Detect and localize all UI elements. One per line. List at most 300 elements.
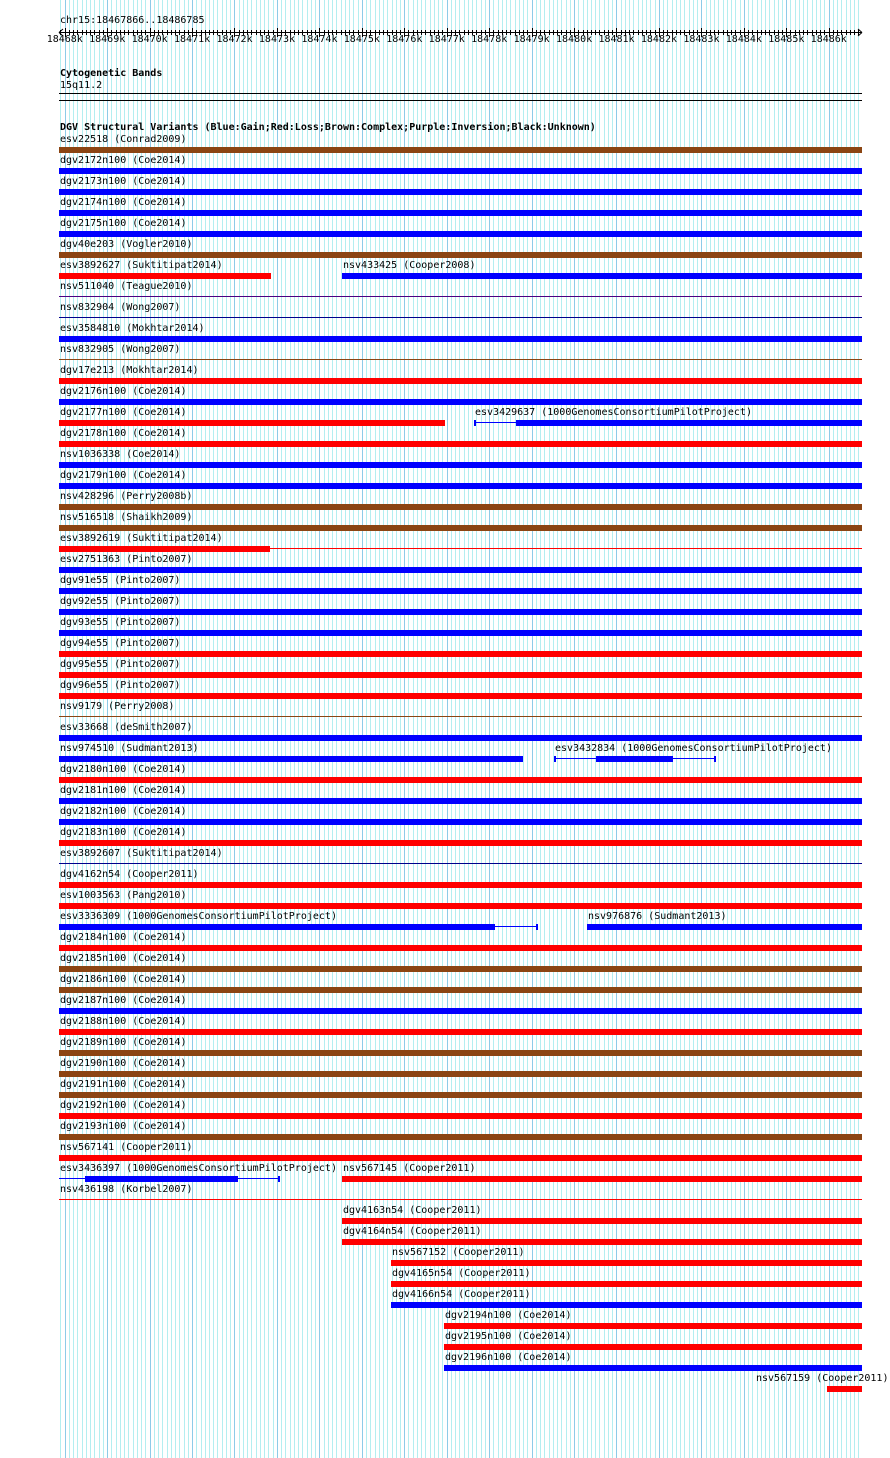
variant-label[interactable] [445, 1310, 571, 1321]
variant-id[interactable]: dgv95e55 [60, 659, 109, 670]
variant-id[interactable]: nsv974510 [60, 743, 115, 754]
variant-label[interactable] [756, 1373, 888, 1384]
variant-label[interactable] [60, 869, 199, 880]
cytoband-label[interactable]: 15q11.2 [60, 80, 103, 91]
variant-id[interactable]: nsv436198 [60, 1184, 115, 1195]
paren: ( [126, 1058, 139, 1069]
variant-label[interactable] [60, 953, 186, 964]
variant-bar[interactable] [59, 483, 862, 489]
variant-line[interactable] [59, 716, 862, 717]
paren: ( [535, 407, 548, 418]
paren: ( [615, 743, 628, 754]
paren: ) [180, 827, 187, 838]
paren: ) [186, 281, 193, 292]
variant-bar[interactable] [59, 1071, 862, 1077]
variant-source: Vogler2010 [126, 239, 187, 250]
paren: ) [174, 638, 181, 649]
paren: ) [524, 1268, 531, 1279]
variant-line[interactable] [59, 317, 862, 318]
paren: ( [452, 1289, 465, 1300]
variant-id[interactable]: esv1003563 [60, 890, 121, 901]
paren: ) [180, 953, 187, 964]
variant-source: Mokhtar2014 [132, 323, 199, 334]
variant-bar[interactable] [59, 672, 862, 678]
variant-id[interactable]: esv3892607 [60, 848, 121, 859]
ruler-tick-label: 18470k [131, 34, 168, 45]
ruler-tick-label: 18481k [598, 34, 635, 45]
variant-label[interactable] [60, 680, 180, 691]
paren: ) [180, 218, 187, 229]
variant-id[interactable]: dgv92e55 [60, 596, 109, 607]
variant-id[interactable]: nsv433425 [343, 260, 398, 271]
variant-id[interactable]: dgv17e213 [60, 365, 115, 376]
variant-bar[interactable] [59, 273, 271, 279]
variant-id[interactable]: nsv511040 [60, 281, 115, 292]
paren: ) [180, 932, 187, 943]
paren: ( [108, 680, 121, 691]
variant-source: Coe2014 [138, 932, 181, 943]
variant-label[interactable] [60, 596, 180, 607]
variant-id[interactable]: dgv2192n100 [60, 1100, 127, 1111]
paren: ) [174, 449, 181, 460]
variant-id[interactable]: esv3336309 [60, 911, 121, 922]
variant-bar[interactable] [59, 210, 862, 216]
variant-source: Coe2014 [523, 1352, 566, 1363]
variant-id[interactable]: dgv2195n100 [445, 1331, 512, 1342]
variant-id[interactable]: nsv567152 [392, 1247, 447, 1258]
variant-row [0, 1310, 890, 1331]
variant-bar[interactable] [516, 420, 862, 426]
paren: ) [524, 1289, 531, 1300]
variant-bar[interactable] [59, 252, 862, 258]
paren: ) [216, 260, 223, 271]
variant-label[interactable] [60, 134, 186, 145]
paren: ( [452, 1268, 465, 1279]
paren: ) [186, 239, 193, 250]
variant-bar[interactable] [59, 231, 862, 237]
variant-id[interactable]: esv3436397 [60, 1163, 121, 1174]
variant-label[interactable] [392, 1247, 524, 1258]
variant-bar[interactable] [59, 168, 862, 174]
variant-id[interactable]: dgv2187n100 [60, 995, 127, 1006]
variant-bar[interactable] [444, 1323, 862, 1329]
variant-label[interactable] [343, 1226, 482, 1237]
variant-id[interactable]: dgv2177n100 [60, 407, 127, 418]
paren: ( [126, 407, 139, 418]
variant-source: Teague2010 [126, 281, 187, 292]
variant-label[interactable] [60, 428, 186, 439]
variant-bar[interactable] [59, 399, 862, 405]
variant-label[interactable] [343, 1163, 475, 1174]
variant-line[interactable] [59, 359, 862, 360]
variant-bar[interactable] [59, 798, 862, 804]
paren: ( [120, 533, 133, 544]
variant-id[interactable]: nsv1036338 [60, 449, 121, 460]
variant-bar[interactable] [59, 378, 862, 384]
paren: ( [403, 1205, 416, 1216]
variant-end-cap[interactable] [278, 1176, 280, 1182]
variant-id[interactable]: esv3892627 [60, 260, 121, 271]
variant-label[interactable] [60, 932, 186, 943]
variant-bar[interactable] [59, 903, 862, 909]
paren: ( [108, 575, 121, 586]
variant-label[interactable] [60, 743, 199, 754]
variant-source: Wong2007 [126, 302, 175, 313]
variant-id[interactable]: esv22518 [60, 134, 109, 145]
variant-bar[interactable] [342, 273, 862, 279]
paren: ( [126, 470, 139, 481]
variant-id[interactable]: nsv567145 [343, 1163, 398, 1174]
variant-bar[interactable] [59, 1050, 862, 1056]
variant-id[interactable]: esv2751363 [60, 554, 121, 565]
variant-id[interactable]: dgv91e55 [60, 575, 109, 586]
variant-source: Coe2014 [138, 1121, 181, 1132]
variant-id[interactable]: nsv832905 [60, 344, 115, 355]
variant-label[interactable] [60, 1079, 186, 1090]
variant-id[interactable]: dgv2182n100 [60, 806, 127, 817]
variant-row [0, 554, 890, 575]
ruler-tick-label: 18482k [640, 34, 678, 45]
variant-id[interactable]: esv3584810 [60, 323, 121, 334]
paren: ( [126, 1100, 139, 1111]
variant-bar[interactable] [587, 924, 862, 930]
variant-id[interactable]: nsv9179 [60, 701, 103, 712]
variant-row [0, 659, 890, 680]
variant-id[interactable]: dgv2191n100 [60, 1079, 127, 1090]
variant-id[interactable]: dgv4166n54 [392, 1289, 453, 1300]
variant-bar[interactable] [59, 147, 862, 153]
variant-id[interactable]: dgv4165n54 [392, 1268, 453, 1279]
ruler-tick-label: 18486k [810, 34, 847, 45]
variant-source: Suktitipat2014 [132, 260, 217, 271]
paren: ( [108, 134, 121, 145]
variant-bar[interactable] [59, 1092, 862, 1098]
variant-id[interactable]: dgv2181n100 [60, 785, 127, 796]
variant-id[interactable]: dgv2196n100 [445, 1352, 512, 1363]
paren: ) [180, 764, 187, 775]
variant-bar[interactable] [59, 588, 862, 594]
variant-label[interactable] [60, 1037, 186, 1048]
paren: ) [565, 1310, 572, 1321]
paren: ( [120, 554, 133, 565]
variant-label[interactable] [60, 722, 192, 733]
variant-bar[interactable] [59, 1008, 862, 1014]
variant-label[interactable] [60, 638, 180, 649]
variant-bar[interactable] [596, 756, 673, 762]
variant-bar[interactable] [59, 819, 862, 825]
variant-label[interactable] [60, 260, 223, 271]
variant-source: Conrad2009 [120, 134, 181, 145]
variant-bar[interactable] [59, 525, 862, 531]
paren: ( [120, 848, 133, 859]
variant-bar[interactable] [59, 693, 862, 699]
variant-id[interactable]: dgv2173n100 [60, 176, 127, 187]
paren: ) [174, 344, 181, 355]
variant-row [0, 1205, 890, 1226]
variant-label[interactable] [60, 302, 180, 313]
variant-label[interactable] [60, 785, 186, 796]
variant-label[interactable] [60, 218, 186, 229]
variant-id[interactable]: dgv2184n100 [60, 932, 127, 943]
dgv-track-title: DGV Structural Variants (Blue:Gain;Red:Loss;Brown:Complex;Purple:Inversion;Black:Unknown) [60, 122, 596, 133]
variant-bar[interactable] [444, 1365, 862, 1371]
variant-bar[interactable] [59, 420, 445, 426]
variant-label[interactable] [60, 1142, 192, 1153]
paren: ) [192, 743, 199, 754]
variant-label[interactable] [60, 806, 186, 817]
variant-label[interactable] [475, 407, 752, 418]
variant-label[interactable] [392, 1268, 531, 1279]
variant-id[interactable]: nsv832904 [60, 302, 115, 313]
paren: ) [180, 1100, 187, 1111]
variant-id[interactable]: dgv2185n100 [60, 953, 127, 964]
variant-label[interactable] [60, 827, 186, 838]
variant-source: Coe2014 [138, 197, 181, 208]
variant-label[interactable] [60, 1100, 186, 1111]
variant-id[interactable]: dgv2183n100 [60, 827, 127, 838]
variant-label[interactable] [60, 848, 223, 859]
variant-id[interactable]: esv3429637 [475, 407, 536, 418]
variant-label[interactable] [60, 491, 192, 502]
variant-bar[interactable] [391, 1281, 862, 1287]
variant-label[interactable] [60, 512, 192, 523]
variant-id[interactable]: dgv4163n54 [343, 1205, 404, 1216]
variant-bar[interactable] [59, 189, 862, 195]
variant-row [0, 218, 890, 239]
variant-row [0, 1142, 890, 1163]
variant-label[interactable] [60, 155, 186, 166]
variant-label[interactable] [60, 449, 180, 460]
variant-id[interactable]: dgv2190n100 [60, 1058, 127, 1069]
variant-bar[interactable] [59, 756, 523, 762]
variant-id[interactable]: nsv976876 [588, 911, 643, 922]
variant-end-cap[interactable] [474, 420, 476, 426]
paren: ) [180, 995, 187, 1006]
paren: ) [720, 911, 727, 922]
variant-label[interactable] [60, 1184, 192, 1195]
variant-source: Coe2014 [138, 386, 181, 397]
variant-source: Coe2014 [138, 974, 181, 985]
variant-id[interactable]: nsv428296 [60, 491, 115, 502]
variant-line[interactable] [59, 863, 862, 864]
variant-source: Coe2014 [138, 428, 181, 439]
variant-id[interactable]: nsv567159 [756, 1373, 811, 1384]
paren: ) [475, 1205, 482, 1216]
variant-bar[interactable] [59, 1029, 862, 1035]
paren: ( [511, 1310, 524, 1321]
variant-label[interactable] [60, 197, 186, 208]
paren: ( [120, 869, 133, 880]
variant-id[interactable]: dgv93e55 [60, 617, 109, 628]
paren: ) [180, 155, 187, 166]
paren: ) [180, 386, 187, 397]
variant-bar[interactable] [59, 1134, 862, 1140]
variant-row [0, 848, 890, 869]
variant-bar[interactable] [59, 504, 862, 510]
paren: ( [114, 1142, 127, 1153]
variant-id[interactable]: dgv40e203 [60, 239, 115, 250]
variant-bar[interactable] [59, 987, 862, 993]
variant-label[interactable] [60, 176, 186, 187]
variant-id[interactable]: dgv4164n54 [343, 1226, 404, 1237]
variant-id[interactable]: dgv2176n100 [60, 386, 127, 397]
variant-source: Shaikh2009 [126, 512, 187, 523]
variant-label[interactable] [60, 407, 186, 418]
variant-bar[interactable] [59, 567, 862, 573]
cytoband-track-title: Cytogenetic Bands [60, 68, 163, 79]
variant-label[interactable] [60, 617, 180, 628]
variant-id[interactable]: dgv2179n100 [60, 470, 127, 481]
variant-bar[interactable] [59, 336, 862, 342]
variant-label[interactable] [445, 1331, 571, 1342]
variant-label[interactable] [343, 260, 475, 271]
variant-end-cap[interactable] [554, 756, 556, 762]
variant-row [0, 974, 890, 995]
variant-bar[interactable] [85, 1176, 238, 1182]
variant-label[interactable] [60, 974, 186, 985]
variant-label[interactable] [60, 764, 186, 775]
paren: ( [120, 911, 133, 922]
variant-label[interactable] [60, 890, 186, 901]
variant-id[interactable]: dgv2189n100 [60, 1037, 127, 1048]
variant-id[interactable]: dgv2193n100 [60, 1121, 127, 1132]
variant-bar[interactable] [59, 630, 862, 636]
variant-bar[interactable] [59, 546, 270, 552]
variant-label[interactable] [343, 1205, 482, 1216]
variant-label[interactable] [392, 1289, 531, 1300]
variant-bar[interactable] [59, 945, 862, 951]
variant-bar[interactable] [827, 1386, 862, 1392]
variant-id[interactable]: dgv94e55 [60, 638, 109, 649]
paren: ( [114, 365, 127, 376]
variant-line[interactable] [59, 296, 862, 297]
variant-id[interactable]: dgv4162n54 [60, 869, 121, 880]
variant-bar[interactable] [342, 1218, 862, 1224]
variant-end-cap[interactable] [714, 756, 716, 762]
variant-bar[interactable] [391, 1260, 862, 1266]
variant-label[interactable] [60, 344, 180, 355]
variant-row [0, 722, 890, 743]
paren: ( [126, 953, 139, 964]
variant-bar[interactable] [342, 1239, 862, 1245]
variant-label[interactable] [60, 1016, 186, 1027]
variant-bar[interactable] [391, 1302, 862, 1308]
paren: ) [518, 1247, 525, 1258]
paren: ) [180, 197, 187, 208]
variant-source: deSmith2007 [120, 722, 187, 733]
paren: ( [403, 1226, 416, 1237]
variant-row [0, 239, 890, 260]
paren: ) [180, 1058, 187, 1069]
variant-label[interactable] [445, 1352, 571, 1363]
variant-source: Cooper2011 [464, 1289, 525, 1300]
variant-bar[interactable] [342, 1176, 862, 1182]
variant-id[interactable]: nsv516518 [60, 512, 115, 523]
variant-id[interactable]: dgv2194n100 [445, 1310, 512, 1321]
variant-id[interactable]: dgv2172n100 [60, 155, 127, 166]
variant-source: Pinto2007 [120, 680, 175, 691]
variant-line[interactable] [59, 1199, 862, 1200]
variant-label[interactable] [60, 239, 192, 250]
variant-label[interactable] [60, 386, 186, 397]
variant-label[interactable] [60, 995, 186, 1006]
variant-bar[interactable] [59, 966, 862, 972]
paren: ) [565, 1331, 572, 1342]
variant-bar[interactable] [59, 1155, 862, 1161]
paren: ) [565, 1352, 572, 1363]
variant-label[interactable] [60, 281, 192, 292]
variant-bar[interactable] [59, 651, 862, 657]
variant-label[interactable] [60, 701, 174, 712]
variant-row [0, 470, 890, 491]
variant-label[interactable] [60, 1121, 186, 1132]
variant-row [0, 365, 890, 386]
variant-bar[interactable] [59, 1113, 862, 1119]
paren: ( [114, 743, 127, 754]
variant-id[interactable]: nsv567141 [60, 1142, 115, 1153]
variant-label[interactable] [60, 1058, 186, 1069]
variant-bar[interactable] [59, 609, 862, 615]
variant-row [0, 533, 890, 554]
variant-label[interactable] [588, 911, 727, 922]
variant-label[interactable] [60, 659, 180, 670]
variant-row [0, 743, 890, 764]
paren: ) [186, 512, 193, 523]
variant-source: Cooper2011 [458, 1247, 519, 1258]
variant-id[interactable]: dgv2188n100 [60, 1016, 127, 1027]
variant-label[interactable] [555, 743, 832, 754]
variant-label[interactable] [60, 554, 192, 565]
variant-bar[interactable] [59, 462, 862, 468]
variant-id[interactable]: esv33668 [60, 722, 109, 733]
variant-id[interactable]: dgv2180n100 [60, 764, 127, 775]
ruler-tick-label: 18474k [301, 34, 338, 45]
variant-label[interactable] [60, 575, 180, 586]
variant-bar[interactable] [59, 777, 862, 783]
variant-row [0, 953, 890, 974]
paren: ( [114, 491, 127, 502]
variant-label[interactable] [60, 365, 199, 376]
variant-label[interactable] [60, 533, 223, 544]
paren: ( [114, 239, 127, 250]
paren: ( [126, 1016, 139, 1027]
variant-bar[interactable] [59, 840, 862, 846]
variant-bar[interactable] [59, 441, 862, 447]
variant-bar[interactable] [444, 1344, 862, 1350]
variant-bar[interactable] [59, 924, 495, 930]
variant-id[interactable]: dgv2175n100 [60, 218, 127, 229]
variant-id[interactable]: esv3432834 [555, 743, 616, 754]
variant-end-cap[interactable] [536, 924, 538, 930]
variant-id[interactable]: esv3892619 [60, 533, 121, 544]
variant-source: Sudmant2013 [654, 911, 721, 922]
variant-id[interactable]: dgv2174n100 [60, 197, 127, 208]
ruler-tick-label: 18484k [725, 34, 762, 45]
variant-bar[interactable] [59, 882, 862, 888]
variant-bar[interactable] [59, 735, 862, 741]
paren: ( [126, 428, 139, 439]
variant-label[interactable] [60, 470, 186, 481]
paren: ( [126, 827, 139, 838]
variant-id[interactable]: dgv2178n100 [60, 428, 127, 439]
ruler-tick-label: 18485k [768, 34, 805, 45]
variant-id[interactable]: dgv2186n100 [60, 974, 127, 985]
variant-label[interactable] [60, 323, 205, 334]
variant-id[interactable]: dgv96e55 [60, 680, 109, 691]
variant-row [0, 869, 890, 890]
variant-label[interactable] [60, 1163, 337, 1174]
variant-label[interactable] [60, 911, 337, 922]
